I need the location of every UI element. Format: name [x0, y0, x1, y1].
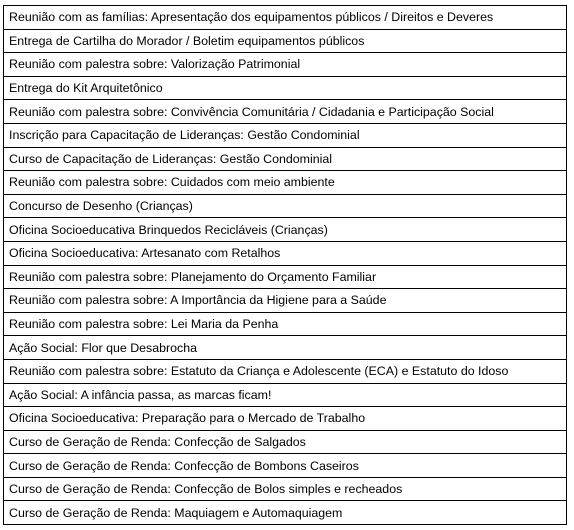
activity-cell: Curso de Geração de Renda: Confecção de Bolos simples e recheados — [4, 477, 567, 501]
activity-cell: Oficina Socioeducativa: Preparação para o Mercado de Trabalho — [4, 407, 567, 431]
activity-cell: Reunião com palestra sobre: Planejamento do Orçamento Familiar — [4, 265, 567, 289]
activity-cell: Reunião com as famílias: Apresentação dos equipamentos públicos / Direitos e Deveres — [4, 6, 567, 30]
table-row — [4, 289, 567, 313]
activity-cell: Entrega do Kit Arquitetônico — [4, 76, 567, 100]
table-row — [4, 147, 567, 171]
table-row — [4, 312, 567, 336]
table-row — [4, 477, 567, 501]
activity-cell: Entrega de Cartilha do Morador / Boletim equipamentos públicos — [4, 29, 567, 53]
activity-cell: Reunião com palestra sobre: Valorização Patrimonial — [4, 53, 567, 77]
activity-cell: Reunião com palestra sobre: Convivência Comunitária / Cidadania e Participação Social — [4, 100, 567, 124]
table-row — [4, 383, 567, 407]
activities-table — [3, 5, 567, 525]
table-row — [4, 241, 567, 265]
table-row — [4, 454, 567, 478]
activities-table-body — [4, 6, 567, 525]
activity-cell: Ação Social: A infância passa, as marcas ficam! — [4, 383, 567, 407]
table-row — [4, 6, 567, 30]
activity-cell: Reunião com palestra sobre: A Importância da Higiene para a Saúde — [4, 289, 567, 313]
table-row — [4, 171, 567, 195]
activity-cell: Oficina Socioeducativa Brinquedos Recicláveis (Crianças) — [4, 218, 567, 242]
table-row — [4, 336, 567, 360]
table-row — [4, 194, 567, 218]
table-row — [4, 29, 567, 53]
activity-cell: Curso de Geração de Renda: Confecção de Bombons Caseiros — [4, 454, 567, 478]
table-row — [4, 501, 567, 525]
activity-cell: Concurso de Desenho (Crianças) — [4, 194, 567, 218]
table-row — [4, 265, 567, 289]
table-row — [4, 76, 567, 100]
activities-table-container — [3, 5, 567, 525]
table-row — [4, 100, 567, 124]
activity-cell: Reunião com palestra sobre: Cuidados com meio ambiente — [4, 171, 567, 195]
table-row — [4, 430, 567, 454]
activity-cell: Curso de Geração de Renda: Maquiagem e Automaquiagem — [4, 501, 567, 525]
activity-cell: Curso de Geração de Renda: Confecção de Salgados — [4, 430, 567, 454]
activity-cell: Inscrição para Capacitação de Lideranças: Gestão Condominial — [4, 123, 567, 147]
table-row — [4, 123, 567, 147]
activity-cell: Curso de Capacitação de Lideranças: Gestão Condominial — [4, 147, 567, 171]
table-row — [4, 407, 567, 431]
table-row — [4, 53, 567, 77]
table-row — [4, 218, 567, 242]
activity-cell: Ação Social: Flor que Desabrocha — [4, 336, 567, 360]
activity-cell: Reunião com palestra sobre: Lei Maria da Penha — [4, 312, 567, 336]
activity-cell: Reunião com palestra sobre: Estatuto da Criança e Adolescente (ECA) e Estatuto do Idoso — [4, 359, 567, 383]
activity-cell: Oficina Socioeducativa: Artesanato com Retalhos — [4, 241, 567, 265]
table-row — [4, 359, 567, 383]
